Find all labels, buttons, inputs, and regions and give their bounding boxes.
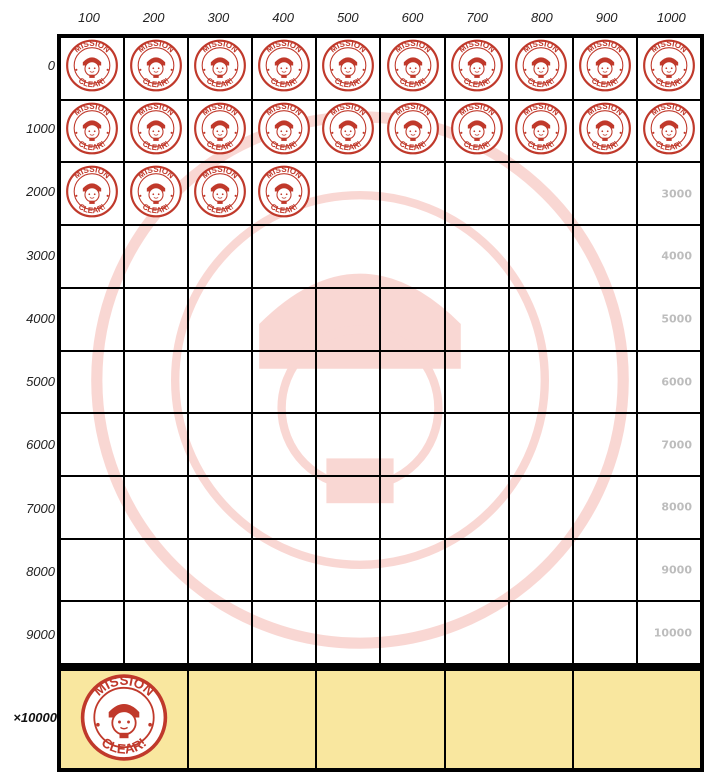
bonus-row-label: ×10000	[13, 710, 57, 725]
stamp-cell[interactable]	[445, 100, 509, 163]
svg-text:MISSION: MISSION	[456, 102, 497, 118]
svg-text:MISSION: MISSION	[328, 102, 369, 118]
stamp-cell[interactable]	[445, 288, 509, 351]
stamp-cell[interactable]	[445, 351, 509, 414]
stamp-cell[interactable]	[124, 225, 188, 288]
stamp-cell[interactable]	[316, 288, 380, 351]
stamp-cell[interactable]	[509, 162, 573, 225]
mission-clear-stamp-icon	[193, 164, 247, 223]
row-header: 3000	[26, 247, 55, 263]
row-total-label: 5000	[661, 312, 692, 326]
stamp-cell[interactable]	[60, 288, 124, 351]
svg-text:MISSION: MISSION	[264, 102, 305, 118]
stamp-cell[interactable]	[188, 601, 252, 664]
column-header: 600	[401, 10, 424, 25]
bonus-cell[interactable]	[445, 670, 573, 769]
stamp-cell[interactable]	[573, 601, 637, 664]
stamp-cell[interactable]	[188, 100, 252, 163]
mission-clear-stamp-icon	[578, 102, 632, 161]
mission-clear-stamp-icon	[129, 102, 183, 161]
svg-text:CLEAR!: CLEAR!	[461, 139, 492, 153]
svg-text:CLEAR!: CLEAR!	[269, 139, 300, 153]
stamp-cell[interactable]	[380, 539, 444, 602]
svg-text:MISSION: MISSION	[136, 102, 176, 118]
column-header: 300	[207, 10, 230, 25]
stamp-grid	[57, 34, 704, 667]
svg-text:CLEAR!: CLEAR!	[333, 139, 364, 153]
svg-text:MISSION: MISSION	[264, 39, 305, 55]
svg-text:CLEAR!: CLEAR!	[525, 139, 556, 153]
stamp-cell[interactable]	[637, 601, 701, 664]
stamp-cell[interactable]	[445, 476, 509, 539]
stamp-cell[interactable]	[252, 37, 316, 100]
mission-clear-stamp-icon	[129, 164, 183, 223]
stamp-cell[interactable]	[188, 225, 252, 288]
mission-clear-stamp-icon	[642, 102, 696, 161]
stamp-cell[interactable]	[509, 225, 573, 288]
svg-text:CLEAR!: CLEAR!	[589, 76, 621, 90]
mission-clear-stamp-icon	[65, 164, 119, 223]
stamp-cell[interactable]	[60, 476, 124, 539]
stamp-cell[interactable]	[380, 288, 444, 351]
stamp-cell[interactable]	[380, 476, 444, 539]
stamp-cell[interactable]	[637, 225, 701, 288]
mission-clear-stamp-icon	[450, 39, 504, 98]
mission-clear-stamp-icon	[65, 39, 119, 98]
mission-clear-stamp-icon	[257, 164, 311, 223]
stamp-cell[interactable]	[252, 601, 316, 664]
mission-clear-stamp-icon	[514, 39, 568, 98]
svg-text:MISSION: MISSION	[200, 102, 241, 118]
stamp-cell[interactable]	[188, 413, 252, 476]
stamp-cell[interactable]	[124, 539, 188, 602]
stamp-cell[interactable]	[60, 413, 124, 476]
stamp-cell[interactable]	[124, 476, 188, 539]
svg-text:CLEAR!: CLEAR!	[333, 76, 364, 90]
stamp-cell[interactable]	[316, 601, 380, 664]
svg-text:CLEAR!: CLEAR!	[525, 76, 556, 90]
svg-text:MISSION: MISSION	[585, 102, 625, 118]
row-header: 4000	[26, 310, 55, 326]
stamp-cell[interactable]	[188, 288, 252, 351]
stamp-cell[interactable]	[316, 539, 380, 602]
stamp-cell[interactable]	[124, 601, 188, 664]
svg-text:MISSION: MISSION	[200, 39, 241, 55]
row-header: 5000	[26, 374, 55, 390]
svg-text:MISSION: MISSION	[520, 102, 561, 118]
bonus-cell[interactable]	[573, 670, 701, 769]
stamp-cell[interactable]	[124, 351, 188, 414]
stamp-cell[interactable]	[380, 601, 444, 664]
stamp-cell[interactable]	[60, 351, 124, 414]
stamp-cell[interactable]	[316, 476, 380, 539]
stamp-cell[interactable]	[316, 225, 380, 288]
svg-text:MISSION: MISSION	[72, 164, 112, 181]
stamp-cell[interactable]	[637, 162, 701, 225]
svg-text:MISSION: MISSION	[264, 164, 305, 181]
mission-clear-stamp-icon	[65, 102, 119, 161]
stamp-cell[interactable]	[188, 476, 252, 539]
stamp-cell[interactable]	[573, 539, 637, 602]
svg-text:MISSION: MISSION	[649, 102, 689, 118]
stamp-cell[interactable]	[445, 539, 509, 602]
svg-text:CLEAR!: CLEAR!	[140, 201, 172, 215]
mission-clear-stamp-icon	[578, 39, 632, 98]
svg-text:MISSION: MISSION	[90, 672, 158, 699]
svg-text:CLEAR!: CLEAR!	[461, 76, 492, 90]
mission-clear-stamp-icon	[257, 39, 311, 98]
stamp-cell[interactable]	[60, 539, 124, 602]
stamp-cell[interactable]	[380, 37, 444, 100]
stamp-cell[interactable]	[380, 413, 444, 476]
stamp-cell[interactable]	[124, 37, 188, 100]
stamp-cell[interactable]	[60, 162, 124, 225]
svg-text:CLEAR!: CLEAR!	[140, 76, 172, 90]
svg-text:MISSION: MISSION	[392, 102, 433, 118]
stamp-cell[interactable]	[252, 351, 316, 414]
svg-text:MISSION: MISSION	[520, 39, 561, 55]
row-total-label: 3000	[661, 187, 692, 201]
mission-clear-stamp-icon	[193, 39, 247, 98]
stamp-cell[interactable]	[573, 100, 637, 163]
stamp-cell[interactable]	[252, 476, 316, 539]
mission-clear-stamp-icon	[193, 102, 247, 161]
stamp-cell[interactable]	[509, 351, 573, 414]
svg-text:MISSION: MISSION	[328, 39, 369, 55]
stamp-cell[interactable]	[637, 37, 701, 100]
stamp-cell[interactable]	[316, 100, 380, 163]
stamp-cell[interactable]	[637, 413, 701, 476]
bonus-cell[interactable]	[60, 670, 188, 769]
row-header: 2000	[26, 184, 55, 200]
svg-text:CLEAR!: CLEAR!	[140, 139, 172, 153]
stamp-cell[interactable]	[60, 37, 124, 100]
stamp-cell[interactable]	[188, 37, 252, 100]
mission-clear-stamp-icon	[79, 672, 169, 767]
svg-text:CLEAR!: CLEAR!	[76, 139, 108, 153]
mission-clear-stamp-icon	[450, 102, 504, 161]
stamp-cell[interactable]	[252, 225, 316, 288]
row-header: 1000	[26, 120, 55, 136]
stamp-cell[interactable]	[573, 413, 637, 476]
mission-clear-stamp-icon	[321, 102, 375, 161]
stamp-cell[interactable]	[252, 100, 316, 163]
row-total-label: 10000	[653, 626, 692, 640]
stamp-cell[interactable]	[573, 351, 637, 414]
svg-text:CLEAR!: CLEAR!	[205, 201, 236, 215]
row-header: 7000	[26, 500, 55, 516]
column-header: 200	[142, 10, 165, 25]
svg-text:CLEAR!: CLEAR!	[653, 139, 685, 153]
stamp-cell[interactable]	[573, 162, 637, 225]
column-header: 400	[272, 10, 294, 25]
mission-clear-stamp-icon	[129, 39, 183, 98]
svg-text:CLEAR!: CLEAR!	[205, 76, 236, 90]
stamp-cell[interactable]	[509, 539, 573, 602]
row-header: 9000	[26, 627, 55, 643]
row-header: 6000	[26, 437, 55, 453]
stamp-cell[interactable]	[188, 539, 252, 602]
stamp-cell[interactable]	[509, 288, 573, 351]
svg-text:MISSION: MISSION	[136, 164, 176, 181]
stamp-cell[interactable]	[252, 413, 316, 476]
stamp-cell[interactable]	[60, 100, 124, 163]
stamp-cell[interactable]	[316, 162, 380, 225]
stamp-cell[interactable]	[637, 100, 701, 163]
mission-clear-stamp-icon	[386, 39, 440, 98]
row-total-label: 9000	[661, 563, 692, 577]
stamp-cell[interactable]	[380, 162, 444, 225]
svg-text:MISSION: MISSION	[72, 102, 112, 118]
stamp-cell[interactable]	[316, 37, 380, 100]
stamp-cell[interactable]	[380, 351, 444, 414]
stamp-cell[interactable]	[124, 162, 188, 225]
stamp-cell[interactable]	[445, 162, 509, 225]
column-header: 800	[531, 10, 553, 25]
row-header: 0	[47, 57, 55, 73]
svg-text:MISSION: MISSION	[456, 39, 497, 55]
stamp-cell[interactable]	[445, 225, 509, 288]
stamp-cell[interactable]	[316, 351, 380, 414]
stamp-cell[interactable]	[637, 288, 701, 351]
row-total-label: 8000	[661, 500, 692, 514]
mission-clear-stamp-icon	[642, 39, 696, 98]
svg-text:CLEAR!: CLEAR!	[589, 139, 621, 153]
stamp-cell[interactable]	[316, 413, 380, 476]
stamp-cell[interactable]	[637, 351, 701, 414]
stamp-cell[interactable]	[380, 100, 444, 163]
row-total-label: 7000	[661, 438, 692, 452]
stamp-cell[interactable]	[509, 601, 573, 664]
stamp-cell[interactable]	[252, 539, 316, 602]
svg-text:CLEAR!: CLEAR!	[269, 76, 300, 90]
bonus-row	[57, 667, 704, 772]
mission-clear-stamp-icon	[257, 102, 311, 161]
stamp-cell[interactable]	[573, 476, 637, 539]
stamp-cell[interactable]	[637, 476, 701, 539]
svg-text:CLEAR!: CLEAR!	[98, 734, 150, 757]
stamp-cell[interactable]	[124, 288, 188, 351]
stamp-cell[interactable]	[252, 162, 316, 225]
stamp-cell[interactable]	[188, 351, 252, 414]
stamp-cell[interactable]	[509, 37, 573, 100]
stamp-cell[interactable]	[60, 225, 124, 288]
stamp-cell[interactable]	[252, 288, 316, 351]
svg-text:CLEAR!: CLEAR!	[269, 201, 300, 215]
column-header: 700	[466, 10, 489, 25]
mission-clear-stamp-icon	[514, 102, 568, 161]
svg-text:MISSION: MISSION	[585, 39, 625, 55]
svg-text:MISSION: MISSION	[649, 39, 689, 55]
row-total-label: 6000	[661, 375, 692, 389]
stamp-cell[interactable]	[509, 413, 573, 476]
stamp-cell[interactable]	[188, 162, 252, 225]
stamp-cell[interactable]	[573, 37, 637, 100]
stamp-cell[interactable]	[445, 601, 509, 664]
column-header: 1000	[656, 10, 686, 25]
stamp-cell[interactable]	[380, 225, 444, 288]
stamp-cell[interactable]	[637, 539, 701, 602]
stamp-cell[interactable]	[124, 100, 188, 163]
svg-text:CLEAR!: CLEAR!	[397, 76, 428, 90]
bonus-cell[interactable]	[316, 670, 444, 769]
column-header: 900	[595, 10, 618, 25]
svg-text:MISSION: MISSION	[392, 39, 433, 55]
svg-text:CLEAR!: CLEAR!	[397, 139, 428, 153]
row-total-label: 4000	[661, 249, 692, 263]
row-header: 8000	[26, 564, 55, 580]
svg-text:CLEAR!: CLEAR!	[653, 76, 685, 90]
svg-text:MISSION: MISSION	[136, 39, 176, 55]
svg-text:MISSION: MISSION	[200, 164, 241, 181]
stamp-cell[interactable]	[573, 288, 637, 351]
stamp-cell[interactable]	[509, 100, 573, 163]
mission-clear-stamp-icon	[321, 39, 375, 98]
bonus-cell[interactable]	[188, 670, 316, 769]
stamp-cell[interactable]	[124, 413, 188, 476]
column-header: 100	[78, 10, 100, 25]
column-header: 500	[336, 10, 359, 25]
stamp-cell[interactable]	[60, 601, 124, 664]
mission-clear-stamp-icon	[386, 102, 440, 161]
svg-text:CLEAR!: CLEAR!	[76, 76, 108, 90]
svg-text:CLEAR!: CLEAR!	[76, 201, 108, 215]
stamp-cell[interactable]	[509, 476, 573, 539]
svg-text:MISSION: MISSION	[72, 39, 112, 55]
stamp-cell[interactable]	[445, 413, 509, 476]
stamp-cell[interactable]	[573, 225, 637, 288]
svg-text:CLEAR!: CLEAR!	[205, 139, 236, 153]
stamp-cell[interactable]	[445, 37, 509, 100]
